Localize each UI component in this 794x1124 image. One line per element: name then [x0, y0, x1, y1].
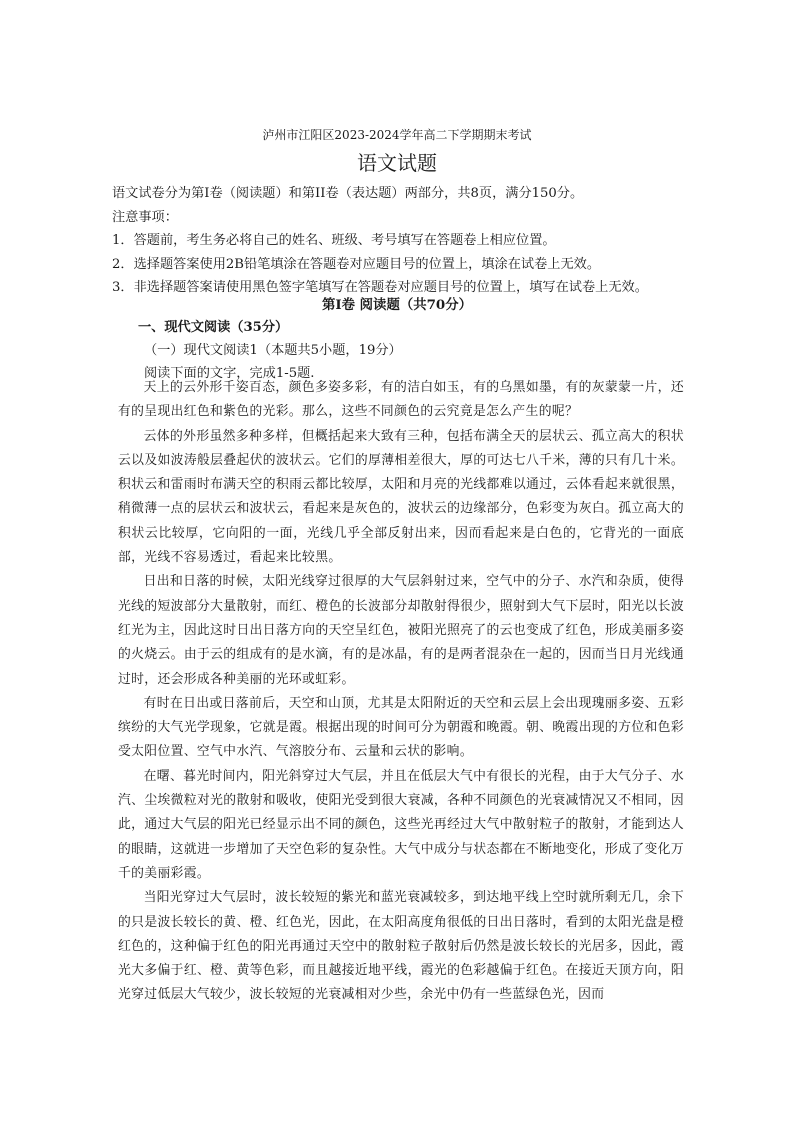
- passage-paragraph: 云体的外形虽然多种多样，但概括起来大致有三种，包括布满全天的层状云、孤立高大的积状云以及如波涛般层叠起伏的波状云。它们的厚薄相差很大，厚的可达七八千米，薄的只有几十米。积状云和雷雨时布满天空的积雨云都比较厚，太阳和月亮的光线都难以通过，云体看起来就很黑，稍微薄一点的层状云和波状云，看起来是灰色的，波状云的边缘部分，色彩变为灰白。孤立高大的积状云比较厚，它向阳的一面，光线几乎全部反射出来，因而看起来是白色的，它背光的一面底部，光线不容易透过，看起来比较黑。: [118, 428, 684, 566]
- notice-item: 3．非选择题答案请使用黑色签字笔填写在答题卷对应题目号的位置上，填写在试卷上无效。: [112, 280, 648, 296]
- passage-paragraph: 当阳光穿过大气层时，波长较短的紫光和蓝光衰减较多，到达地平线上空时就所剩无几，余下的只是波长较长的黄、橙、红色光，因此，在太阳高度角很低的日出日落时，看到的太阳光盘是橙红色的，这种偏于红色的阳光再通过天空中的散射粒子散射后仍然是波长较长的光居多，因此，霞光大多偏于红、橙、黄等色彩，而且越接近地平线，霞光的色彩越偏于红色。在接近天顶方向，阳光穿过低层大气较少，波长较短的光衰减相对少些，余光中仍有一些蓝绿色光，因而: [118, 890, 684, 1003]
- exam-intro: 语文试卷分为第I卷（阅读题）和第II卷（表达题）两部分，共8页，满分150分。: [112, 186, 584, 201]
- volume-title: 第I卷 阅读题（共70分）: [321, 297, 473, 313]
- notice-item: 2．选择题答案使用2B铅笔填涂在答题卷对应题目号的位置上，填涂在试卷上无效。: [112, 256, 601, 272]
- subsection-title: （一）现代文阅读1（本题共5小题，19分）: [144, 343, 402, 358]
- exam-instructions: [112, 182, 692, 300]
- page-title: 语文试题: [357, 151, 437, 175]
- reading-instruction: 阅读下面的文字，完成1-5题.: [144, 366, 315, 381]
- passage-paragraph: 日出和日落的时候，太阳光线穿过很厚的大气层斜射过来，空气中的分子、水汽和杂质，使得光线的短波部分大量散射，而红、橙色的长波部分却散射得很少，照射到大气下层时，阳光以长波红光为主，因此这时日出日落方向的天空呈红色，被阳光照亮了的云也变成了红色，形成美丽多姿的火烧云。由于云的组成有的是水滴，有的是冰晶，有的是两者混杂在一起的，因而当日月光线通过时，还会形成各种美丽的光环或虹彩。: [118, 574, 684, 687]
- passage-paragraph: 天上的云外形千姿百态，颜色多姿多彩，有的洁白如玉，有的乌黑如墨，有的灰蒙蒙一片，还有的呈现出红色和紫色的光彩。那么，这些不同颜色的云究竟是怎么产生的呢？: [118, 380, 684, 420]
- passage-paragraph: 在曙、暮光时间内，阳光斜穿过大气层，并且在低层大气中有很长的光程，由于大气分子、水汽、尘埃微粒对光的散射和吸收，使阳光受到很大衰减，各种不同颜色的光衰减情况又不相同，因此，通过大气层的阳光已经显示出不同的颜色，这些光再经过大气中散射粒子的散射，才能到达人的眼睛，这就进一步增加了天空色彩的复杂性。大气中成分与状态都在不断地变化，形成了变化万千的美丽彩霞。: [118, 768, 684, 881]
- section-title: 一、现代文阅读（35分）: [138, 320, 289, 335]
- passage-paragraph: 有时在日出或日落前后，天空和山顶，尤其是太阳附近的天空和云层上会出现瑰丽多姿、五彩缤纷的大气光学现象，它就是霞。根据出现的时间可分为朝霞和晚霞。朝、晚霞出现的方位和色彩受太阳位置、空气中水汽、气溶胶分布、云量和云状的影响。: [118, 695, 684, 760]
- notice-item: 1．答题前，考生务必将自己的姓名、班级、考号填写在答题卷上相应位置。: [112, 233, 556, 249]
- reading-passage: [118, 376, 684, 1008]
- exam-subtitle: 泸州市江阳区2023-2024学年高二下学期期末考试: [262, 128, 532, 142]
- notice-label: 注意事项：: [112, 209, 178, 225]
